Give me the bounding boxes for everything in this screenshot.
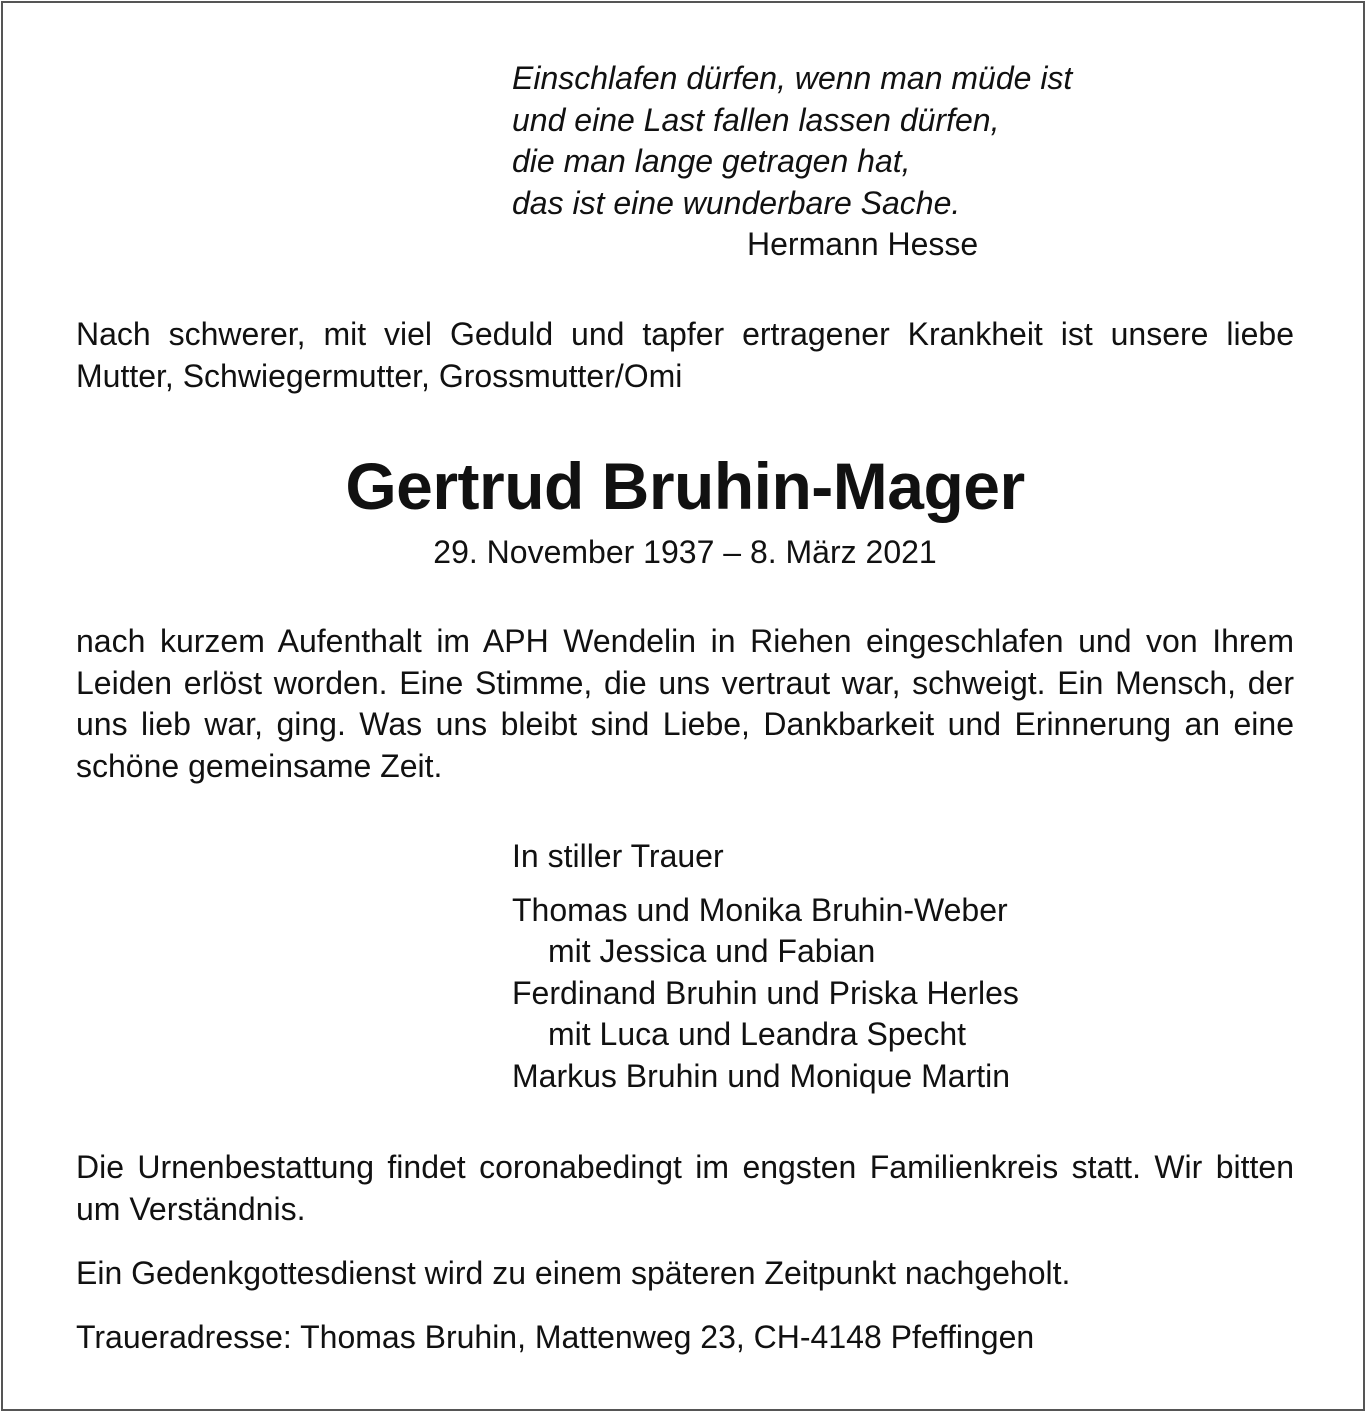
quote-line: das ist eine wunderbare Sache. [512,184,961,221]
quote-line: Einschlafen dürfen, wenn man müde ist [512,60,1073,96]
quote-line: die man lange getragen hat, [512,143,911,179]
mourning-heading: In stiller Trauer [512,838,724,874]
epigraph-quote [512,58,1212,266]
burial-paragraph: Die Urnenbestattung findet coronabedingt im engsten Familienkreis statt. Wir bitten um Verständnis. [76,1149,1294,1227]
intro-paragraph: Nach schwerer, mit viel Geduld und tapfer ertragener Krankheit ist unsere liebe Mutter, Schwiegermutter, Grossmutter/Omi [76,316,1294,394]
quote-author: Hermann Hesse [747,226,979,262]
mourner-entry: Ferdinand Bruhin und Priska Herles [512,974,1019,1011]
life-dates: 29. November 1937 – 8. März 2021 [433,534,937,570]
mourner-entry: mit Luca und Leandra Specht [548,1016,967,1052]
mourner-entry: mit Jessica und Fabian [548,933,876,969]
service-paragraph: Ein Gedenkgottesdienst wird zu einem späteren Zeitpunkt nachgeholt. [76,1255,1071,1291]
address-paragraph: Traueradresse: Thomas Bruhin, Mattenweg 23, CH-4148 Pfeffingen [76,1319,1035,1355]
quote-line: und eine Last fallen lassen dürfen, [512,101,1000,138]
deceased-name: Gertrud Bruhin-Mager [345,449,1025,523]
main-paragraph: nach kurzem Aufenthalt im APH Wendelin in Riehen eingeschlafen und von Ihrem Leiden erlöst worden. Eine Stimme, die uns vertraut war, schweigt. Ein Mensch, der uns lieb war, ging. Was uns bleibt sind Liebe, Dankbarkeit und Erinnerung an eine schöne gemeinsame Zeit. [76,623,1294,784]
mourner-entry: Thomas und Monika Bruhin-Weber [512,891,1008,928]
mourner-entry: Markus Bruhin und Monique Martin [512,1057,1011,1094]
mourners-block [512,836,1272,1097]
